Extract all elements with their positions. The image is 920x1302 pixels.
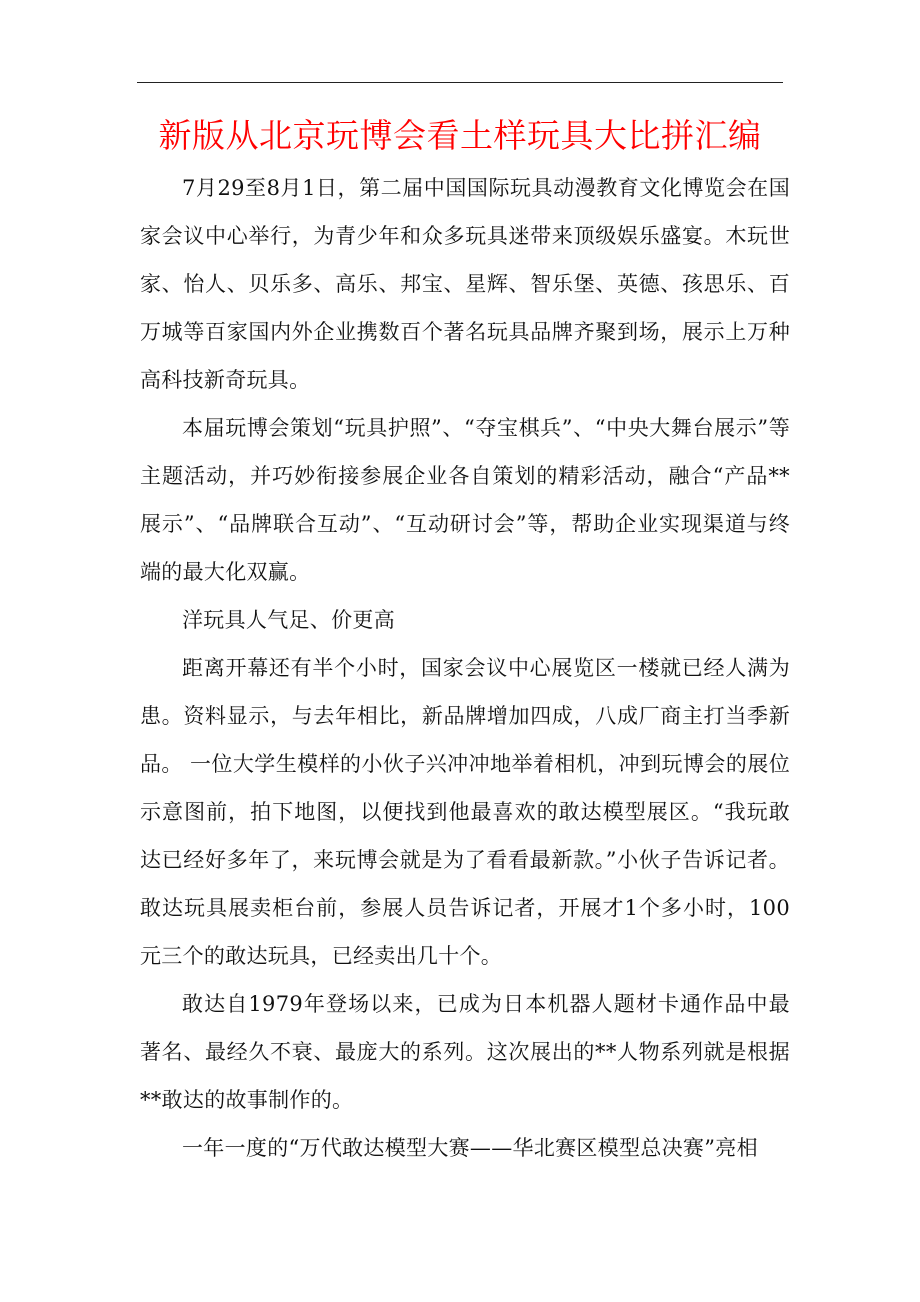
document-body	[140, 164, 790, 1172]
paragraph-4: 敢达自1979年登场以来，已成为日本机器人题材卡通作品中最著名、最经久不衰、最庞大的系列。这次展出的**人物系列就是根据**敢达的故事制作的。	[140, 992, 790, 1112]
paragraph-5: 一年一度的“万代敢达模型大赛——华北赛区模型总决赛”亮相	[182, 1136, 758, 1160]
document-title: 新版从北京玩博会看土样玩具大比拼汇编	[158, 116, 762, 155]
section-heading: 洋玩具人气足、价更高	[182, 608, 395, 632]
paragraph-3: 距离开幕还有半个小时，国家会议中心展览区一楼就已经人满为患。资料显示，与去年相比，新品牌增加四成，八成厂商主打当季新品。 一位大学生模样的小伙子兴冲冲地举着相机，冲到玩博会的展位示意图前，拍下地图，以便找到他最喜欢的敢达模型展区。“我玩敢达已经好多年了，来玩博会就是为了看看最新款。”小伙子告诉记者。敢达玩具展卖柜台前，参展人员告诉记者，开展才1个多小时，100元三个的敢达玩具，已经卖出几十个。	[140, 656, 790, 968]
paragraph-1: 7月29至8月1日，第二届中国国际玩具动漫教育文化博览会在国家会议中心举行，为青少年和众多玩具迷带来顶级娱乐盛宴。木玩世家、怡人、贝乐多、高乐、邦宝、星辉、智乐堡、英德、孩思乐、百万城等百家国内外企业携数百个著名玩具品牌齐聚到场，展示上万种高科技新奇玩具。	[140, 176, 790, 392]
paragraph-2: 本届玩博会策划“玩具护照”、“夺宝棋兵”、“中央大舞台展示”等主题活动，并巧妙衔接参展企业各自策划的精彩活动，融合“产品**展示”、“品牌联合互动”、“互动研讨会”等，帮助企业实现渠道与终端的最大化双赢。	[140, 416, 790, 584]
header-rule	[137, 82, 783, 83]
